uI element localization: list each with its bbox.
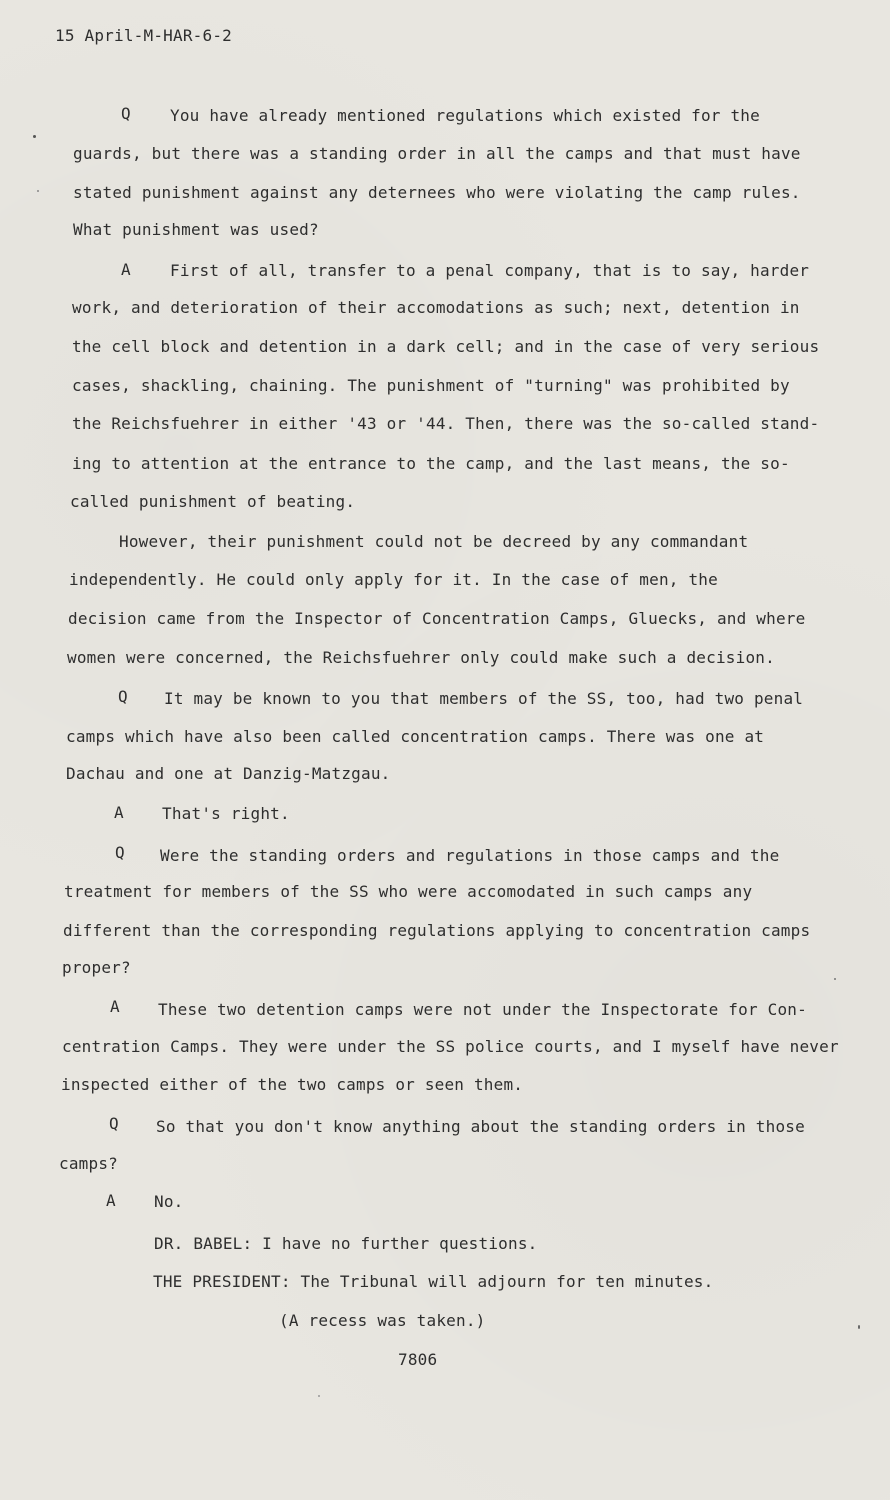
paper-speck — [858, 1325, 860, 1329]
text-line: No. — [154, 1192, 184, 1211]
page-number: 7806 — [398, 1350, 438, 1369]
speaker-label: Q — [121, 104, 131, 123]
speaker-label: Q — [109, 1114, 119, 1133]
text-line: (A recess was taken.) — [279, 1311, 486, 1330]
text-line: DR. BABEL: I have no further questions. — [154, 1234, 538, 1253]
paper-speck — [33, 135, 36, 138]
text-line: That's right. — [162, 804, 290, 823]
text-line: ing to attention at the entrance to the camp, and the last means, the so- — [72, 454, 790, 473]
text-line: However, their punishment could not be decreed by any commandant — [119, 532, 749, 551]
text-line: So that you don't know anything about the standing orders in those — [156, 1117, 805, 1136]
text-line: guards, but there was a standing order in all the camps and that must have — [73, 144, 801, 163]
text-line: called punishment of beating. — [70, 492, 356, 511]
text-line: inspected either of the two camps or seen them. — [61, 1075, 524, 1094]
text-line: proper? — [62, 958, 131, 977]
text-line: cases, shackling, chaining. The punishment of "turning" was prohibited by — [72, 376, 790, 395]
paper-speck — [834, 978, 836, 980]
text-line: women were concerned, the Reichsfuehrer only could make such a decision. — [67, 648, 775, 667]
text-line: camps which have also been called concentration camps. There was one at — [66, 727, 765, 746]
text-line: work, and deterioration of their accomodations as such; next, detention in — [72, 298, 800, 317]
text-line: Were the standing orders and regulations in those camps and the — [160, 846, 780, 865]
text-line: THE PRESIDENT: The Tribunal will adjourn for ten minutes. — [153, 1272, 714, 1291]
text-line: It may be known to you that members of the SS, too, had two penal — [164, 689, 804, 708]
text-line: Dachau and one at Danzig-Matzgau. — [66, 764, 391, 783]
paper-speck — [37, 190, 39, 192]
paper-speck — [318, 1395, 320, 1397]
speaker-label: A — [110, 997, 120, 1016]
speaker-label: A — [121, 260, 131, 279]
speaker-label: Q — [115, 843, 125, 862]
text-line: the cell block and detention in a dark cell; and in the case of very serious — [72, 337, 820, 356]
document-reference: 15 April-M-HAR-6-2 — [55, 26, 232, 45]
text-line: You have already mentioned regulations which existed for the — [170, 106, 760, 125]
text-line: What punishment was used? — [73, 220, 319, 239]
text-line: the Reichsfuehrer in either '43 or '44. Then, there was the so-called stand- — [72, 414, 820, 433]
text-line: These two detention camps were not under the Inspectorate for Con- — [158, 1000, 807, 1019]
text-line: camps? — [59, 1154, 118, 1173]
speaker-label: A — [114, 803, 124, 822]
text-line: decision came from the Inspector of Concentration Camps, Gluecks, and where — [68, 609, 806, 628]
text-line: First of all, transfer to a penal company, that is to say, harder — [170, 261, 810, 280]
text-line: independently. He could only apply for it. In the case of men, the — [69, 570, 718, 589]
text-line: centration Camps. They were under the SS police courts, and I myself have never — [62, 1037, 839, 1056]
text-line: different than the corresponding regulations applying to concentration camps — [63, 921, 811, 940]
speaker-label: Q — [118, 687, 128, 706]
text-line: treatment for members of the SS who were accomodated in such camps any — [64, 882, 753, 901]
speaker-label: A — [106, 1191, 116, 1210]
text-line: stated punishment against any deternees who were violating the camp rules. — [73, 183, 801, 202]
